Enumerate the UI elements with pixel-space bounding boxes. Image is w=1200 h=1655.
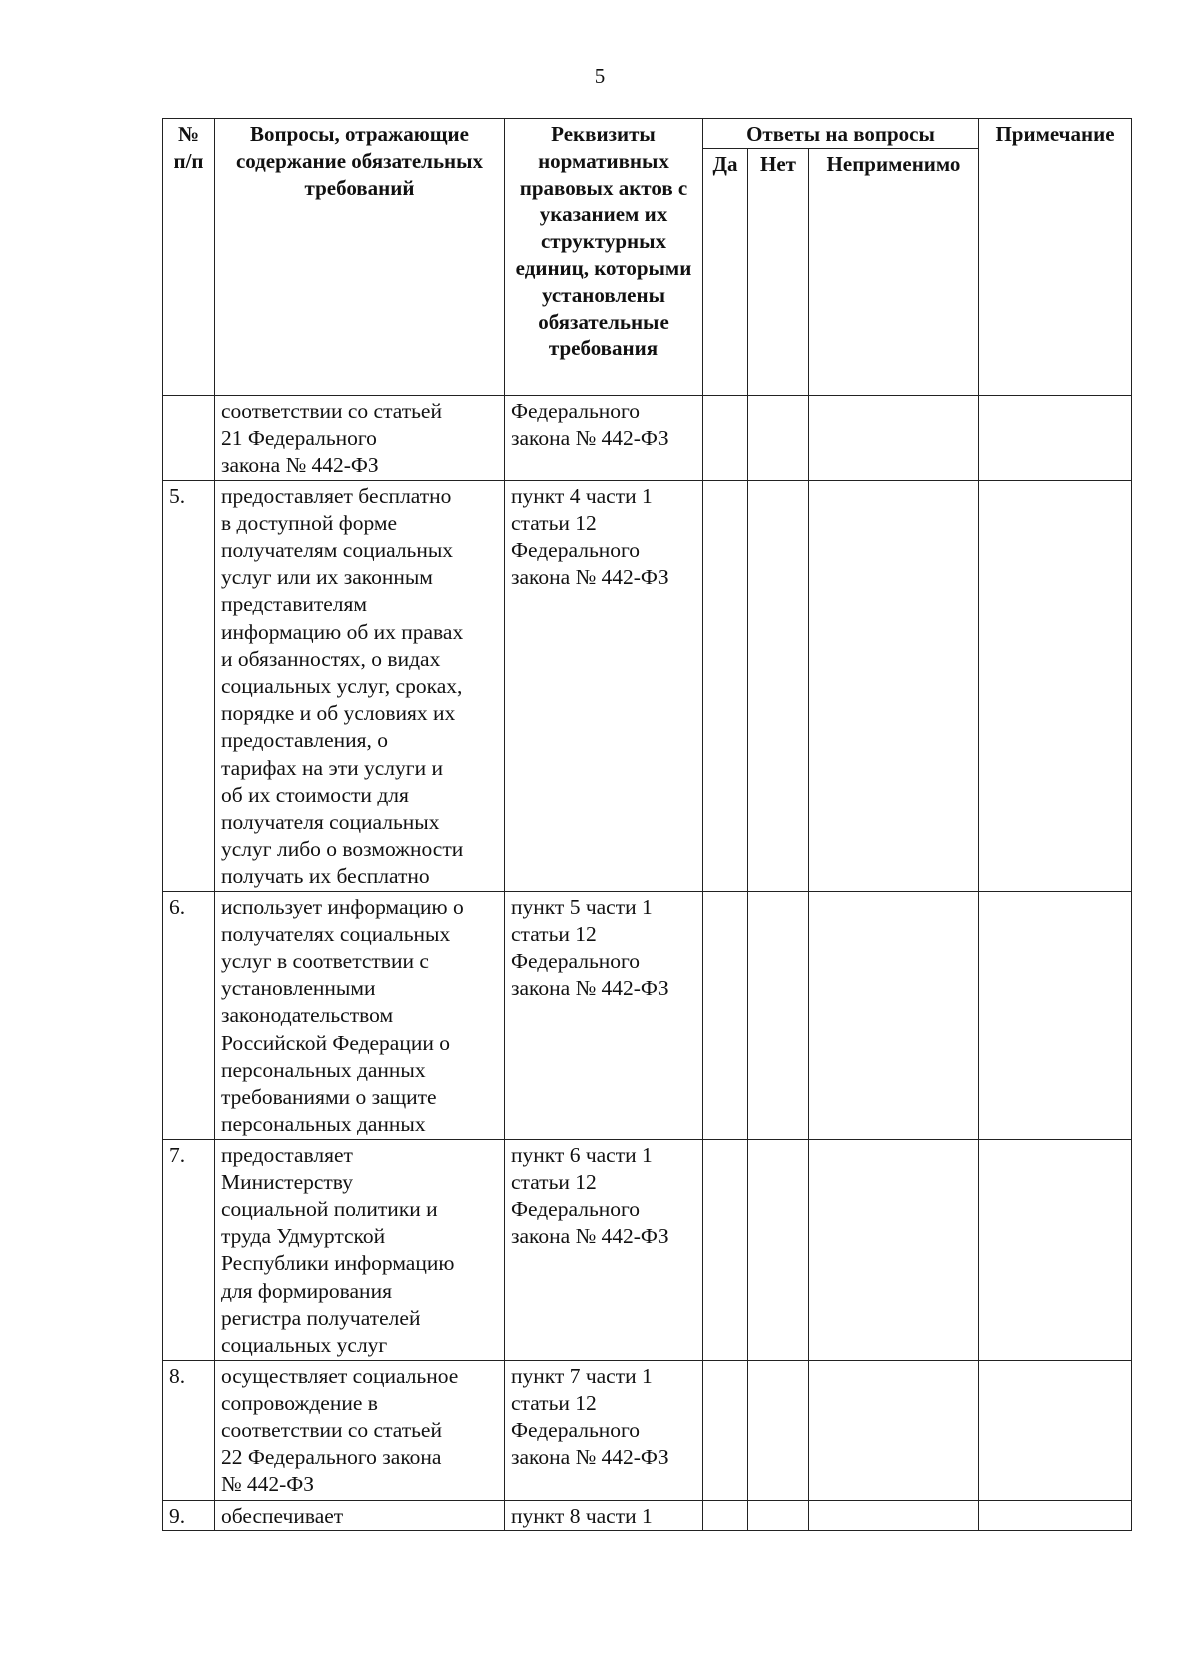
row-number: 6. (163, 891, 215, 1139)
row-answer-yes[interactable] (703, 480, 748, 891)
header-note: Примечание (979, 119, 1132, 396)
row-answer-no[interactable] (748, 480, 809, 891)
row-number: 7. (163, 1139, 215, 1360)
checklist-table-wrap (162, 118, 1132, 1531)
row-answer-na[interactable] (809, 396, 979, 481)
row-question: использует информацию о получателях социальных услуг в соответствии с установленными законодательством Российской Федерации о персональных данных требованиями о защите персональных данных (215, 891, 505, 1139)
row-note[interactable] (979, 891, 1132, 1139)
row-note[interactable] (979, 396, 1132, 481)
header-yes: Да (703, 149, 748, 396)
row-requisite: Федерального закона № 442-ФЗ (505, 396, 703, 481)
header-no: Нет (748, 149, 809, 396)
row-requisite: пункт 6 части 1 статьи 12 Федерального закона № 442-ФЗ (505, 1139, 703, 1360)
row-answer-no[interactable] (748, 1500, 809, 1530)
table-row (163, 480, 1132, 891)
row-answer-yes[interactable] (703, 1360, 748, 1500)
row-question: предоставляет бесплатно в доступной форме получателям социальных услуг или их законным представителям информацию об их правах и обязанностях, о видах социальных услуг, сроках, порядке и об условиях их предоставления, о тарифах на эти услуги и об их стоимости для получателя социальных услуг либо о возможности получать их бесплатно (215, 480, 505, 891)
header-answers-group: Ответы на вопросы (703, 119, 979, 149)
header-not-applicable: Неприменимо (809, 149, 979, 396)
table-row (163, 1360, 1132, 1500)
table-row (163, 891, 1132, 1139)
row-question: осуществляет социальное сопровождение в соответствии со статьей 22 Федерального закона № 442-ФЗ (215, 1360, 505, 1500)
row-answer-no[interactable] (748, 396, 809, 481)
row-answer-yes[interactable] (703, 396, 748, 481)
row-question: обеспечивает (215, 1500, 505, 1530)
row-note[interactable] (979, 480, 1132, 891)
row-answer-yes[interactable] (703, 891, 748, 1139)
row-answer-na[interactable] (809, 891, 979, 1139)
row-answer-na[interactable] (809, 1360, 979, 1500)
row-requisite: пункт 8 части 1 (505, 1500, 703, 1530)
header-number: № п/п (163, 119, 215, 396)
row-number: 8. (163, 1360, 215, 1500)
page-number: 5 (594, 64, 606, 88)
row-number: 5. (163, 480, 215, 891)
row-note[interactable] (979, 1500, 1132, 1530)
row-question: соответствии со статьей 21 Федерального закона № 442-ФЗ (215, 396, 505, 481)
row-answer-no[interactable] (748, 891, 809, 1139)
row-number: 9. (163, 1500, 215, 1530)
row-question: предоставляет Министерству социальной политики и труда Удмуртской Республики информацию для формирования регистра получателей социальных услуг (215, 1139, 505, 1360)
row-answer-yes[interactable] (703, 1139, 748, 1360)
header-questions: Вопросы, отражающие содержание обязательных требований (215, 119, 505, 396)
row-answer-no[interactable] (748, 1360, 809, 1500)
checklist-table (162, 118, 1132, 1531)
row-requisite: пункт 5 части 1 статьи 12 Федерального закона № 442-ФЗ (505, 891, 703, 1139)
row-answer-na[interactable] (809, 1500, 979, 1530)
row-answer-no[interactable] (748, 1139, 809, 1360)
row-requisite: пункт 7 части 1 статьи 12 Федерального закона № 442-ФЗ (505, 1360, 703, 1500)
row-note[interactable] (979, 1360, 1132, 1500)
table-row (163, 1500, 1132, 1530)
row-answer-na[interactable] (809, 1139, 979, 1360)
header-requisites: Реквизиты нормативных правовых актов с указанием их структурных единиц, которыми установлены обязательные требования (505, 119, 703, 396)
row-number (163, 396, 215, 481)
row-answer-yes[interactable] (703, 1500, 748, 1530)
table-header-row-top (163, 119, 1132, 149)
row-requisite: пункт 4 части 1 статьи 12 Федерального закона № 442-ФЗ (505, 480, 703, 891)
table-row (163, 1139, 1132, 1360)
table-row (163, 396, 1132, 481)
row-answer-na[interactable] (809, 480, 979, 891)
row-note[interactable] (979, 1139, 1132, 1360)
